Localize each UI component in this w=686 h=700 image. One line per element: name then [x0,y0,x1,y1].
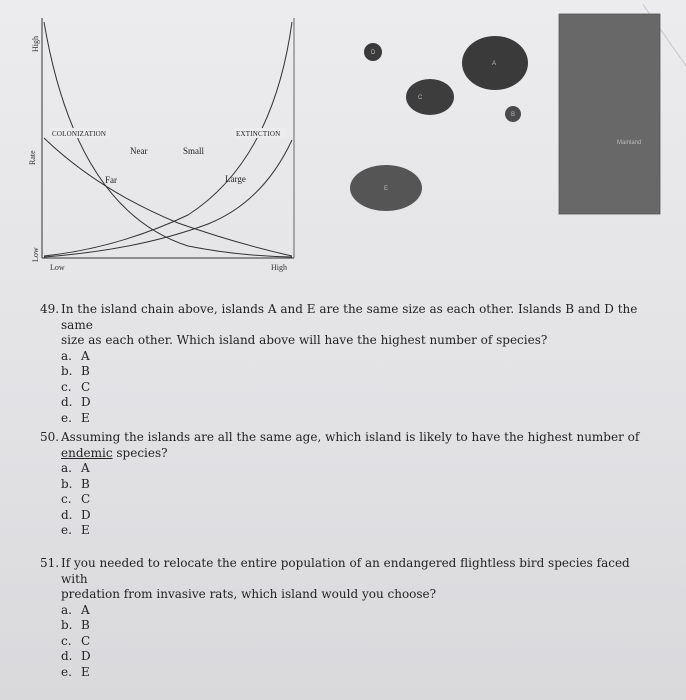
y-low-label: Low [31,247,40,262]
y-high-label: High [31,36,40,52]
x-low-label: Low [50,263,65,272]
question-text-line: predation from invasive rats, which island would you choose? [61,587,437,601]
extinction-curve-large [44,140,292,257]
question-stem [40,556,640,603]
choice-a[interactable]: a. A [61,602,90,617]
island-a-label: A [492,61,497,67]
answer-choices [40,603,640,681]
choice-c[interactable]: c. C [61,633,91,648]
question-stem [40,302,640,349]
choice-b[interactable]: b. B [61,476,90,491]
x-high-label: High [271,263,287,272]
choice-e[interactable]: e. E [61,523,90,537]
question-number: 50. [40,430,60,444]
mainland-label: Mainland [617,140,642,146]
question-stem [40,430,639,461]
island-d-label: D [371,50,376,56]
question-50 [40,430,639,539]
small-label: Small [183,146,205,156]
island-b-label: B [511,112,516,118]
choice-d[interactable]: d. D [61,395,91,409]
question-text-line: size as each other. Which island above will have the highest number of species? [61,333,548,347]
choice-e[interactable]: e. E [61,410,90,425]
question-number: 51. [40,556,60,570]
mainland [559,14,660,214]
answer-choices [40,349,640,427]
colonization-label: COLONIZATION [52,130,107,138]
question-text-line: In the island chain above, islands A and E are the same size as each other. Islands B and D the same [61,302,638,332]
island-c [406,79,454,115]
extinction-curve-small [44,22,292,256]
island-biogeography-graph [28,10,308,280]
choice-b[interactable]: b. B [61,364,90,378]
far-label: Far [105,175,117,185]
colonization-curve-near [44,22,292,257]
answer-choices [40,461,639,539]
y-axis-label: Rate [28,150,37,165]
large-label: Large [225,174,246,184]
choice-d[interactable]: d. D [61,649,91,663]
island-e-label: E [384,186,389,192]
choice-c[interactable]: c. C [61,492,91,506]
choice-a[interactable]: a. A [61,348,90,363]
choice-d[interactable]: d. D [61,507,91,522]
choice-e[interactable]: e. E [61,664,90,679]
question-number: 49. [40,302,60,316]
near-label: Near [130,146,148,156]
island-c-label: C [418,95,423,101]
island-map [340,10,670,220]
underlined-term: endemic [61,445,113,460]
choice-c[interactable]: c. C [61,379,91,394]
question-text-line: If you needed to relocate the entire population of an endangered flightless bird species faced with [61,556,630,586]
question-49 [40,302,640,426]
question-51 [40,556,640,680]
extinction-label: EXTINCTION [236,130,281,138]
choice-b[interactable]: b. B [61,618,90,632]
question-text-line: species? [112,445,168,460]
choice-a[interactable]: a. A [61,461,90,475]
question-text-line: Assuming the islands are all the same age, which island is likely to have the highest number of [61,430,640,444]
